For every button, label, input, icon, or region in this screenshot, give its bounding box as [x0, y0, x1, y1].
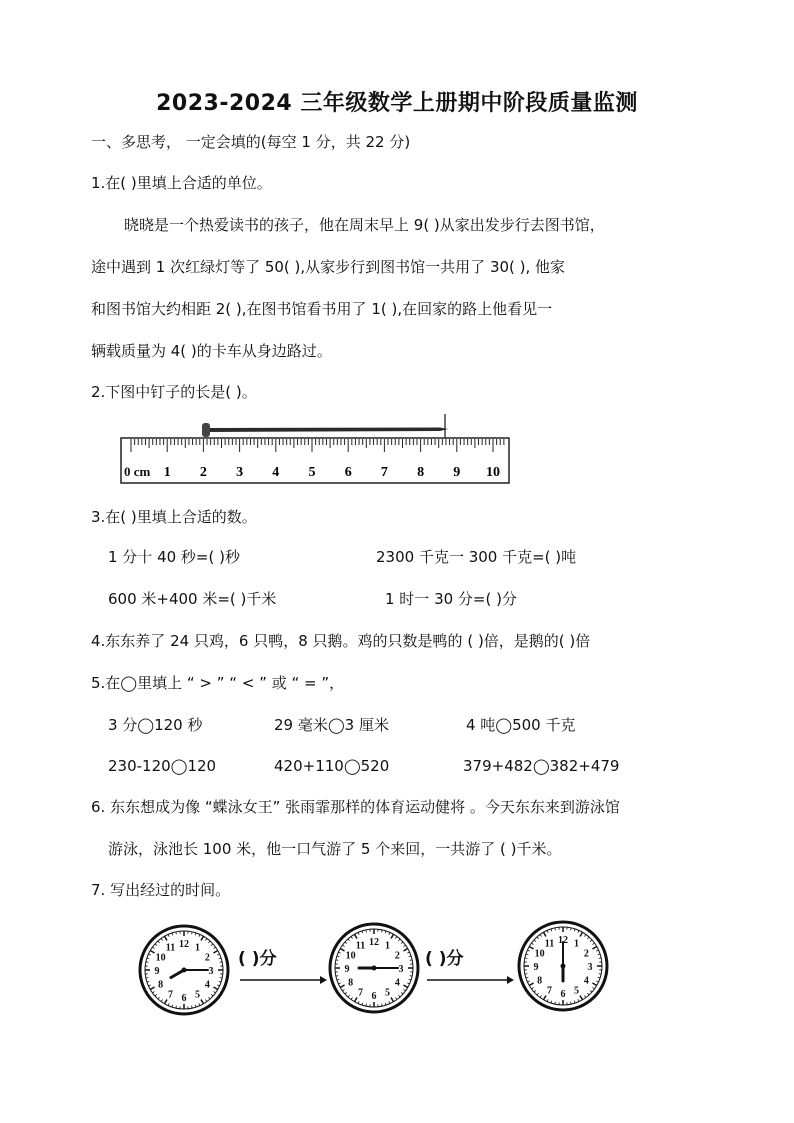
- clock-number: 11: [544, 938, 555, 950]
- clock-number: 12: [369, 937, 379, 948]
- clock-number: 8: [348, 977, 354, 989]
- clock-number: 3: [587, 962, 593, 973]
- clock-center: [182, 968, 187, 973]
- clock-center: [372, 966, 377, 971]
- clock-number: 9: [154, 966, 160, 977]
- clock-number: 7: [358, 987, 363, 999]
- clock-number: 5: [574, 985, 579, 997]
- ruler-number: 3: [236, 465, 244, 480]
- clock-number: 7: [168, 989, 173, 1001]
- clock-number: 9: [344, 964, 350, 975]
- clock-number: 11: [355, 940, 366, 952]
- question-2-heading: 2.下图中钉子的长是( )。: [91, 383, 257, 401]
- question-3-item-b: 2300 千克一 300 千克=( )吨: [376, 548, 577, 566]
- question-1-line-1: 晓晓是一个热爱读书的孩子，他在周末早上 9( )从家出发步行去图书馆，: [124, 216, 605, 234]
- clock-tick: [410, 976, 412, 977]
- question-4: 4.东东养了 24 只鸡，6 只鸭，8 只鹅。鸡的只数是鸭的 ( )倍，是鹅的( )倍: [91, 632, 591, 650]
- clock-3: [515, 918, 611, 1014]
- clock-tick: [366, 1004, 367, 1006]
- clock-number: 10: [345, 950, 356, 962]
- clock-number: 4: [583, 975, 589, 987]
- clock-number: 5: [385, 987, 390, 999]
- ruler-figure: [118, 408, 513, 488]
- ruler-number: 5: [308, 465, 316, 480]
- ruler-number: 10: [486, 465, 500, 480]
- question-5-item-e: 420+110◯520: [274, 757, 390, 775]
- clock-1: [136, 922, 232, 1018]
- clock-number: 2: [583, 948, 589, 960]
- clock-number: 2: [204, 952, 210, 964]
- ruler-unit: 0 cm: [124, 464, 151, 479]
- elapsed-label-2: ( )分: [425, 949, 464, 969]
- question-5-heading: 5.在◯里填上 “ > ” “ < ” 或 “ = ”，: [91, 674, 345, 692]
- clock-tick: [555, 928, 556, 930]
- ruler-number: 2: [199, 465, 207, 480]
- clock-tick: [192, 932, 193, 934]
- question-5-item-f: 379+482◯382+479: [463, 757, 620, 775]
- ruler-number: 7: [380, 465, 388, 480]
- clock-tick: [146, 962, 148, 963]
- clock-tick: [599, 958, 601, 959]
- clock-number: 2: [394, 950, 400, 962]
- ruler-number: 9: [453, 465, 461, 480]
- question-1-line-4: 辆载质量为 4( )的卡车从身边路过。: [91, 342, 332, 360]
- clock-tick: [336, 976, 338, 977]
- clock-tick: [525, 958, 527, 959]
- question-5-item-b: 29 毫米◯3 厘米: [274, 716, 389, 734]
- clock-number: 8: [537, 975, 543, 987]
- clock-number: 8: [158, 979, 164, 991]
- question-3-item-a: 1 分十 40 秒=( )秒: [108, 548, 240, 566]
- clock-number: 4: [394, 977, 400, 989]
- nail-head: [202, 423, 210, 437]
- section-heading: 一、多思考， 一定会填的(每空 1 分，共 22 分): [91, 133, 411, 151]
- arrow-2: [427, 974, 515, 986]
- question-5-item-c: 4 吨◯500 千克: [466, 716, 576, 734]
- clock-tick: [571, 1002, 572, 1004]
- clock-tick: [192, 1006, 193, 1008]
- clock-tick: [146, 978, 148, 979]
- question-1-line-2: 途中遇到 1 次红绿灯等了 50( ),从家步行到图书馆一共用了 30( ), 他家: [91, 258, 566, 276]
- clock-number: 6: [371, 991, 377, 1002]
- clock-tick: [176, 932, 177, 934]
- clock-tick: [599, 974, 601, 975]
- arrow-1: [240, 974, 328, 986]
- clock-tick: [382, 1004, 383, 1006]
- clock-number: 10: [155, 952, 166, 964]
- clock-number: 6: [560, 989, 566, 1000]
- clock-tick: [382, 930, 383, 932]
- ruler-number: 1: [163, 465, 171, 480]
- clock-tick: [525, 974, 527, 975]
- clock-tick: [555, 1002, 556, 1004]
- clock-number: 1: [574, 938, 579, 950]
- clock-tick: [366, 930, 367, 932]
- question-3-item-d: 1 时一 30 分=( )分: [385, 590, 517, 608]
- question-3-item-c: 600 米+400 米=( )千米: [108, 590, 277, 608]
- clock-number: 12: [558, 935, 568, 946]
- clock-tick: [410, 960, 412, 961]
- clock-number: 12: [179, 939, 189, 950]
- clock-number: 7: [547, 985, 552, 997]
- clock-tick: [220, 962, 222, 963]
- question-5-item-d: 230-120◯120: [108, 757, 217, 775]
- elapsed-label-1: ( )分: [238, 949, 277, 969]
- clock-number: 3: [398, 964, 404, 975]
- clock-number: 9: [533, 962, 539, 973]
- clock-tick: [220, 978, 222, 979]
- clock-number: 3: [208, 966, 214, 977]
- question-1-line-3: 和图书馆大约相距 2( ),在图书馆看书用了 1( ),在回家的路上他看见一: [91, 300, 553, 318]
- page-title: 2023-2024 三年级数学上册期中阶段质量监测: [156, 91, 638, 116]
- clock-number: 4: [204, 979, 210, 991]
- question-6-line-2: 游泳，泳池长 100 米，他一口气游了 5 个来回，一共游了 ( )千米。: [108, 840, 562, 858]
- question-3-heading: 3.在( )里填上合适的数。: [91, 508, 257, 526]
- question-7-heading: 7. 写出经过的时间。: [91, 881, 231, 899]
- clock-center: [561, 964, 566, 969]
- ruler-number: 6: [344, 465, 352, 480]
- clock-number: 1: [385, 940, 390, 952]
- clock-2: [326, 920, 422, 1016]
- ruler-number: 4: [272, 465, 280, 480]
- clock-number: 10: [534, 948, 545, 960]
- question-1-heading: 1.在( )里填上合适的单位。: [91, 174, 272, 192]
- clock-tick: [336, 960, 338, 961]
- nail: [206, 428, 448, 433]
- ruler-number: 8: [417, 465, 425, 480]
- clock-number: 11: [165, 942, 176, 954]
- clock-number: 6: [181, 993, 187, 1004]
- question-5-item-a: 3 分◯120 秒: [108, 716, 203, 734]
- clock-tick: [571, 928, 572, 930]
- clock-number: 1: [195, 942, 200, 954]
- question-6-line-1: 6. 东东想成为像 “蝶泳女王” 张雨霏那样的体育运动健将 。今天东东来到游泳馆: [91, 798, 620, 816]
- clock-number: 5: [195, 989, 200, 1001]
- clock-tick: [176, 1006, 177, 1008]
